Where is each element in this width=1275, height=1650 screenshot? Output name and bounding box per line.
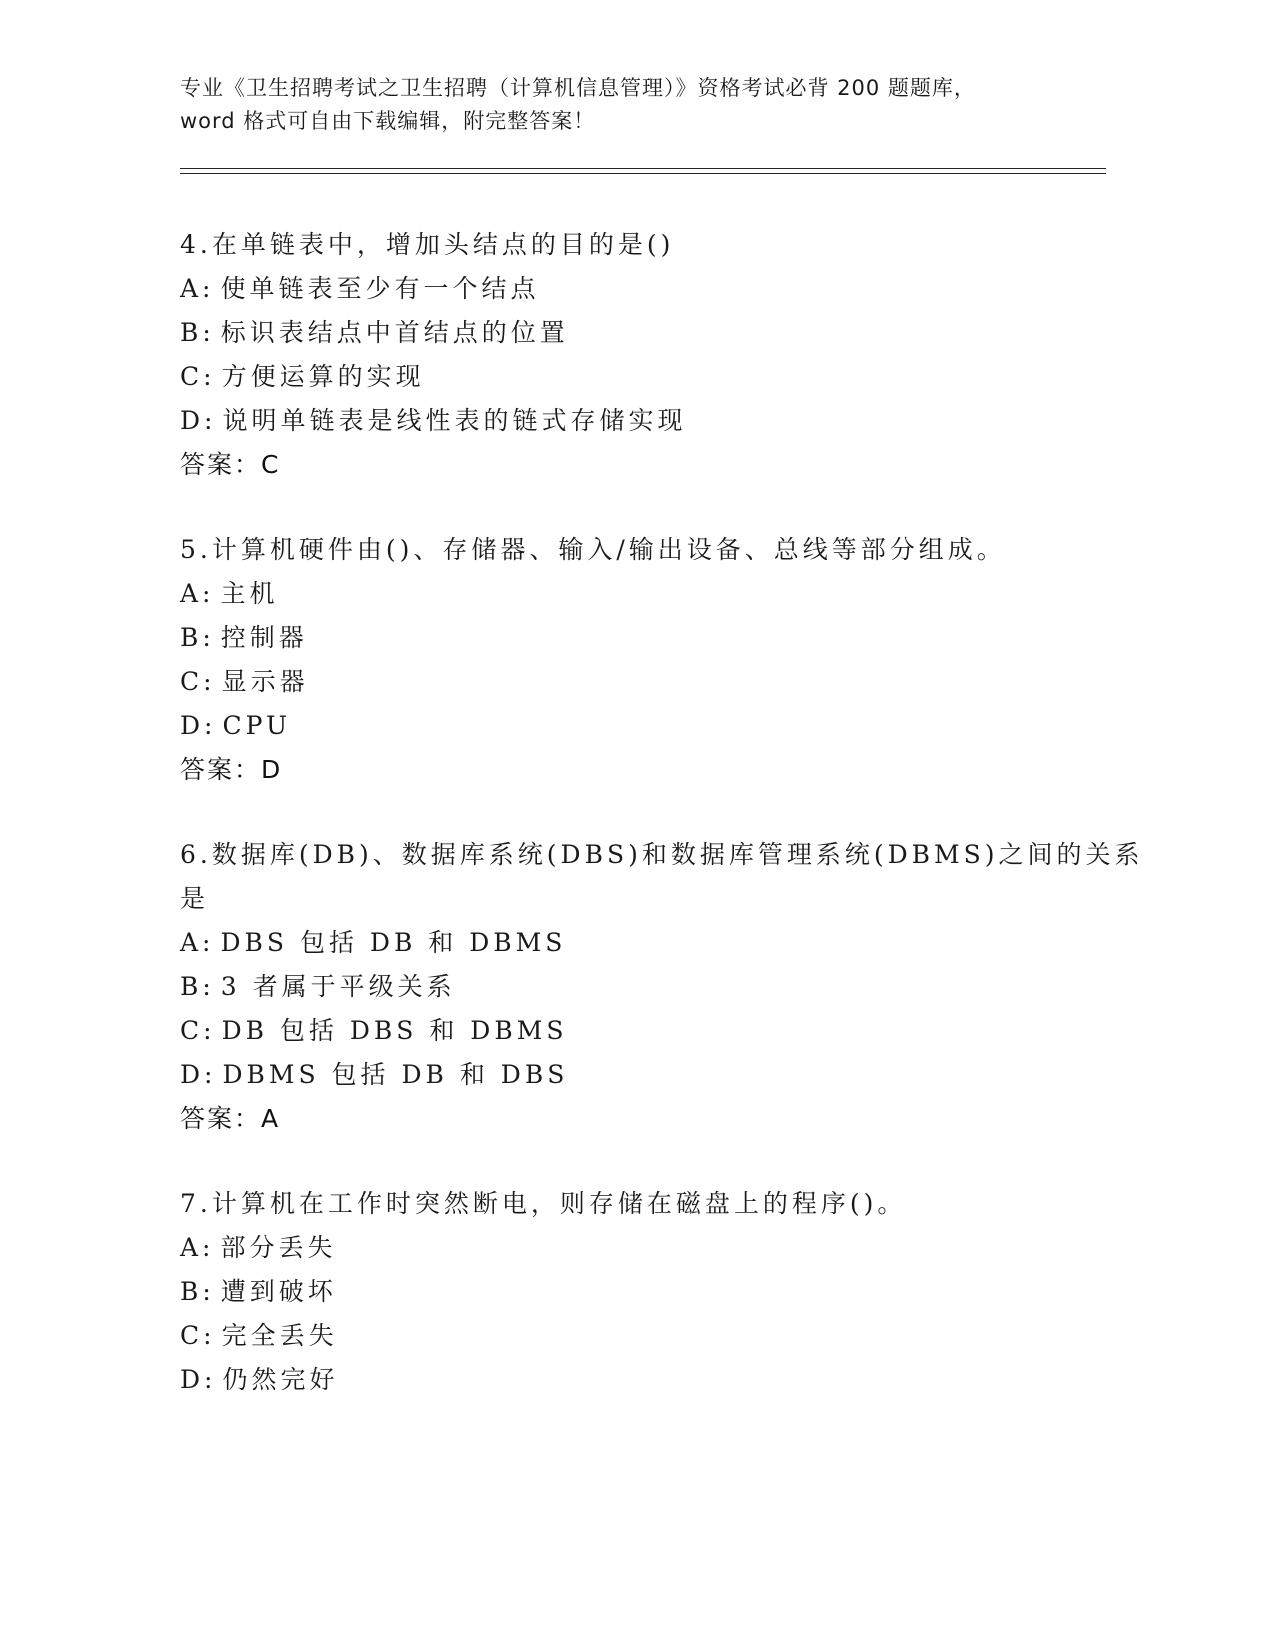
option-key: A: [180,928,215,957]
option-text: 仍然完好 [222,1365,339,1394]
option-text: DBS 包括 DB 和 DBMS [220,928,567,957]
option-text: 主机 [220,579,279,608]
option-b [180,965,1080,1009]
question-stem: 4.在单链表中，增加头结点的目的是() [180,230,675,259]
option-text: DBMS 包括 DB 和 DBS [222,1060,569,1089]
option-text: 控制器 [220,623,308,652]
option-c [180,1314,1080,1358]
option-text: DB 包括 DBS 和 DBMS [221,1016,568,1045]
option-c [180,660,1080,704]
option-c [180,1009,1080,1053]
option-text: 3 者属于平级关系 [220,972,456,1001]
option-text: 说明单链表是线性表的链式存储实现 [222,406,687,435]
option-key: C: [180,1321,216,1350]
header-title-line-1: 专业《卫生招聘考试之卫生招聘（计算机信息管理）》资格考试必背 200 题题库， [180,76,976,100]
option-a [180,267,1080,311]
question-6 [180,833,1144,1141]
option-key: C: [180,1016,216,1045]
option-text: 显示器 [221,667,309,696]
option-key: A: [180,579,215,608]
answer-label: 答案：D [180,755,283,784]
question-stem: 7.计算机在工作时突然断电，则存储在磁盘上的程序()。 [180,1189,907,1218]
option-text: 方便运算的实现 [221,362,425,391]
question-stem: 5.计算机硬件由()、存储器、输入/输出设备、总线等部分组成。 [180,535,1006,564]
option-text: 完全丢失 [221,1321,338,1350]
option-a [180,572,1080,616]
option-d [180,399,1080,443]
option-key: A: [180,1233,215,1262]
option-key: D: [180,406,217,435]
option-d [180,1358,1080,1402]
option-b [180,311,1080,355]
option-b [180,1270,1080,1314]
header-title-line-2: word 格式可自由下载编辑，附完整答案！ [180,109,596,133]
option-text: 部分丢失 [220,1233,337,1262]
option-key: D: [180,1060,217,1089]
question-stem-continued: 是 [180,884,210,913]
answer-label: 答案：C [180,450,281,479]
answer-label: 答案：A [180,1104,281,1133]
option-c [180,355,1080,399]
option-d [180,704,1080,748]
option-text: 使单链表至少有一个结点 [220,274,540,303]
question-7 [180,1182,1080,1402]
option-key: B: [180,318,215,347]
option-b [180,616,1080,660]
option-text: 遭到破坏 [220,1277,337,1306]
question-5 [180,528,1080,792]
header-divider-bottom [180,173,1106,174]
option-key: B: [180,623,215,652]
option-key: A: [180,274,215,303]
option-key: B: [180,1277,215,1306]
option-key: C: [180,362,216,391]
option-text: CPU [222,711,292,740]
question-4 [180,223,1080,487]
option-d [180,1053,1080,1097]
option-key: D: [180,711,217,740]
option-key: B: [180,972,215,1001]
option-text: 标识表结点中首结点的位置 [220,318,569,347]
option-key: D: [180,1365,217,1394]
option-a [180,1226,1080,1270]
option-key: C: [180,667,216,696]
question-stem: 6.数据库(DB)、数据库系统(DBS)和数据库管理系统(DBMS)之间的关系 [180,840,1144,869]
header-divider-top [180,168,1106,169]
option-a [180,921,1080,965]
document-header [180,72,1060,138]
